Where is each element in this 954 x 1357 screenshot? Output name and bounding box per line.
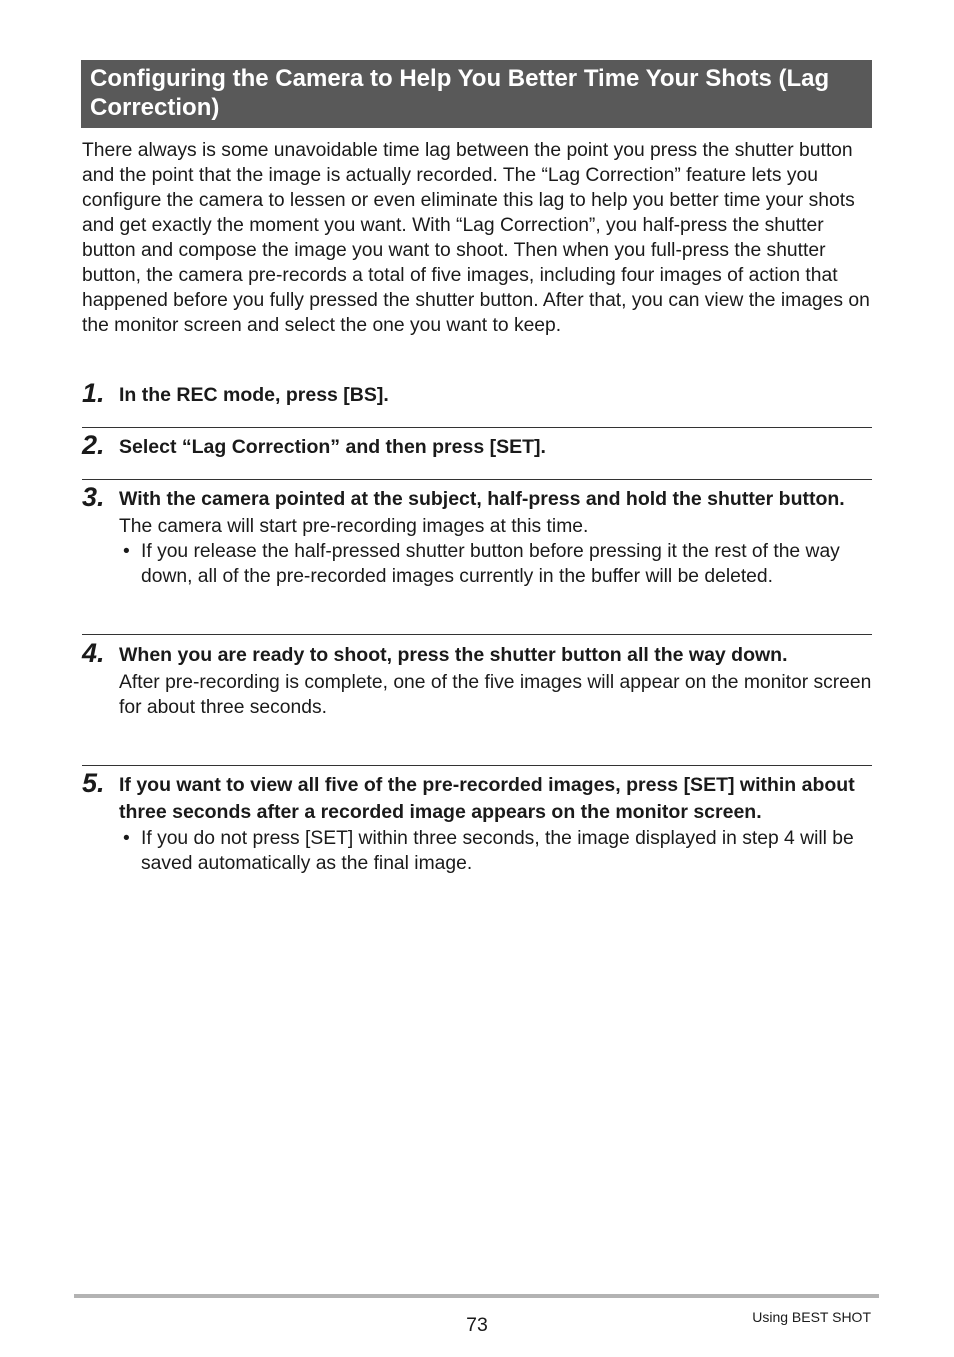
note-bullet [119,539,872,589]
note-text: If you do not press [SET] within three seconds, the image displayed in step 4 will be saved automatically as the final image. [141,828,854,874]
intro-paragraph: There always is some unavoidable time lag between the point you press the shutter button and the point that the image is actually recorded. The “Lag Correction” feature lets you configure the camera to lessen or even eliminate this lag to help you better time your shots and get exactly the moment you want. With “Lag Correction”, you half-press the shutter button and compose the image you want to shoot. Then when you full-press the shutter button, the camera pre-records a total of five images, including four images of action that happened before you fully pressed the shutter button. After that, you can view the images on the monitor screen and select the one you want to keep. [82,140,870,336]
step-number: 4. [82,638,105,668]
step-number: 3. [82,482,105,512]
step-number: 1. [82,378,105,408]
page-title: Configuring the Camera to Help You Better Time Your Shots (Lag Correction) [90,65,830,121]
step-description: The camera will start pre-recording images at this time. [119,515,589,537]
step-3 [82,482,872,589]
step-heading: If you want to view all five of the pre-recorded images, press [SET] within about three seconds after a recorded image appears on the monitor screen. [119,774,855,823]
step-description: After pre-recording is complete, one of the five images will appear on the monitor screen for about three seconds. [119,671,872,718]
page-number: 73 [466,1314,488,1336]
step-2 [82,430,872,461]
step-divider [82,634,872,635]
step-heading: When you are ready to shoot, press the shutter button all the way down. [119,644,788,666]
note-bullet [119,826,872,876]
footer-divider [74,1294,879,1298]
step-divider [82,427,872,428]
bullet-marker: • [123,828,130,849]
step-heading: With the camera pointed at the subject, half-press and hold the shutter button. [119,488,845,510]
step-heading: Select “Lag Correction” and then press [SET]. [119,436,546,458]
footer-section-name: Using BEST SHOT [752,1309,871,1325]
step-number: 2. [82,430,105,460]
step-heading: In the REC mode, press [BS]. [119,384,389,406]
step-5 [82,768,872,876]
step-1 [82,378,872,409]
section-title-bar [81,60,872,128]
step-divider [82,479,872,480]
step-number: 5. [82,768,105,798]
note-text: If you release the half-pressed shutter button before pressing it the rest of the way down, all of the pre-recorded images currently in the buffer will be deleted. [141,540,840,587]
bullet-marker: • [123,540,130,562]
step-4 [82,638,872,720]
step-divider [82,765,872,766]
